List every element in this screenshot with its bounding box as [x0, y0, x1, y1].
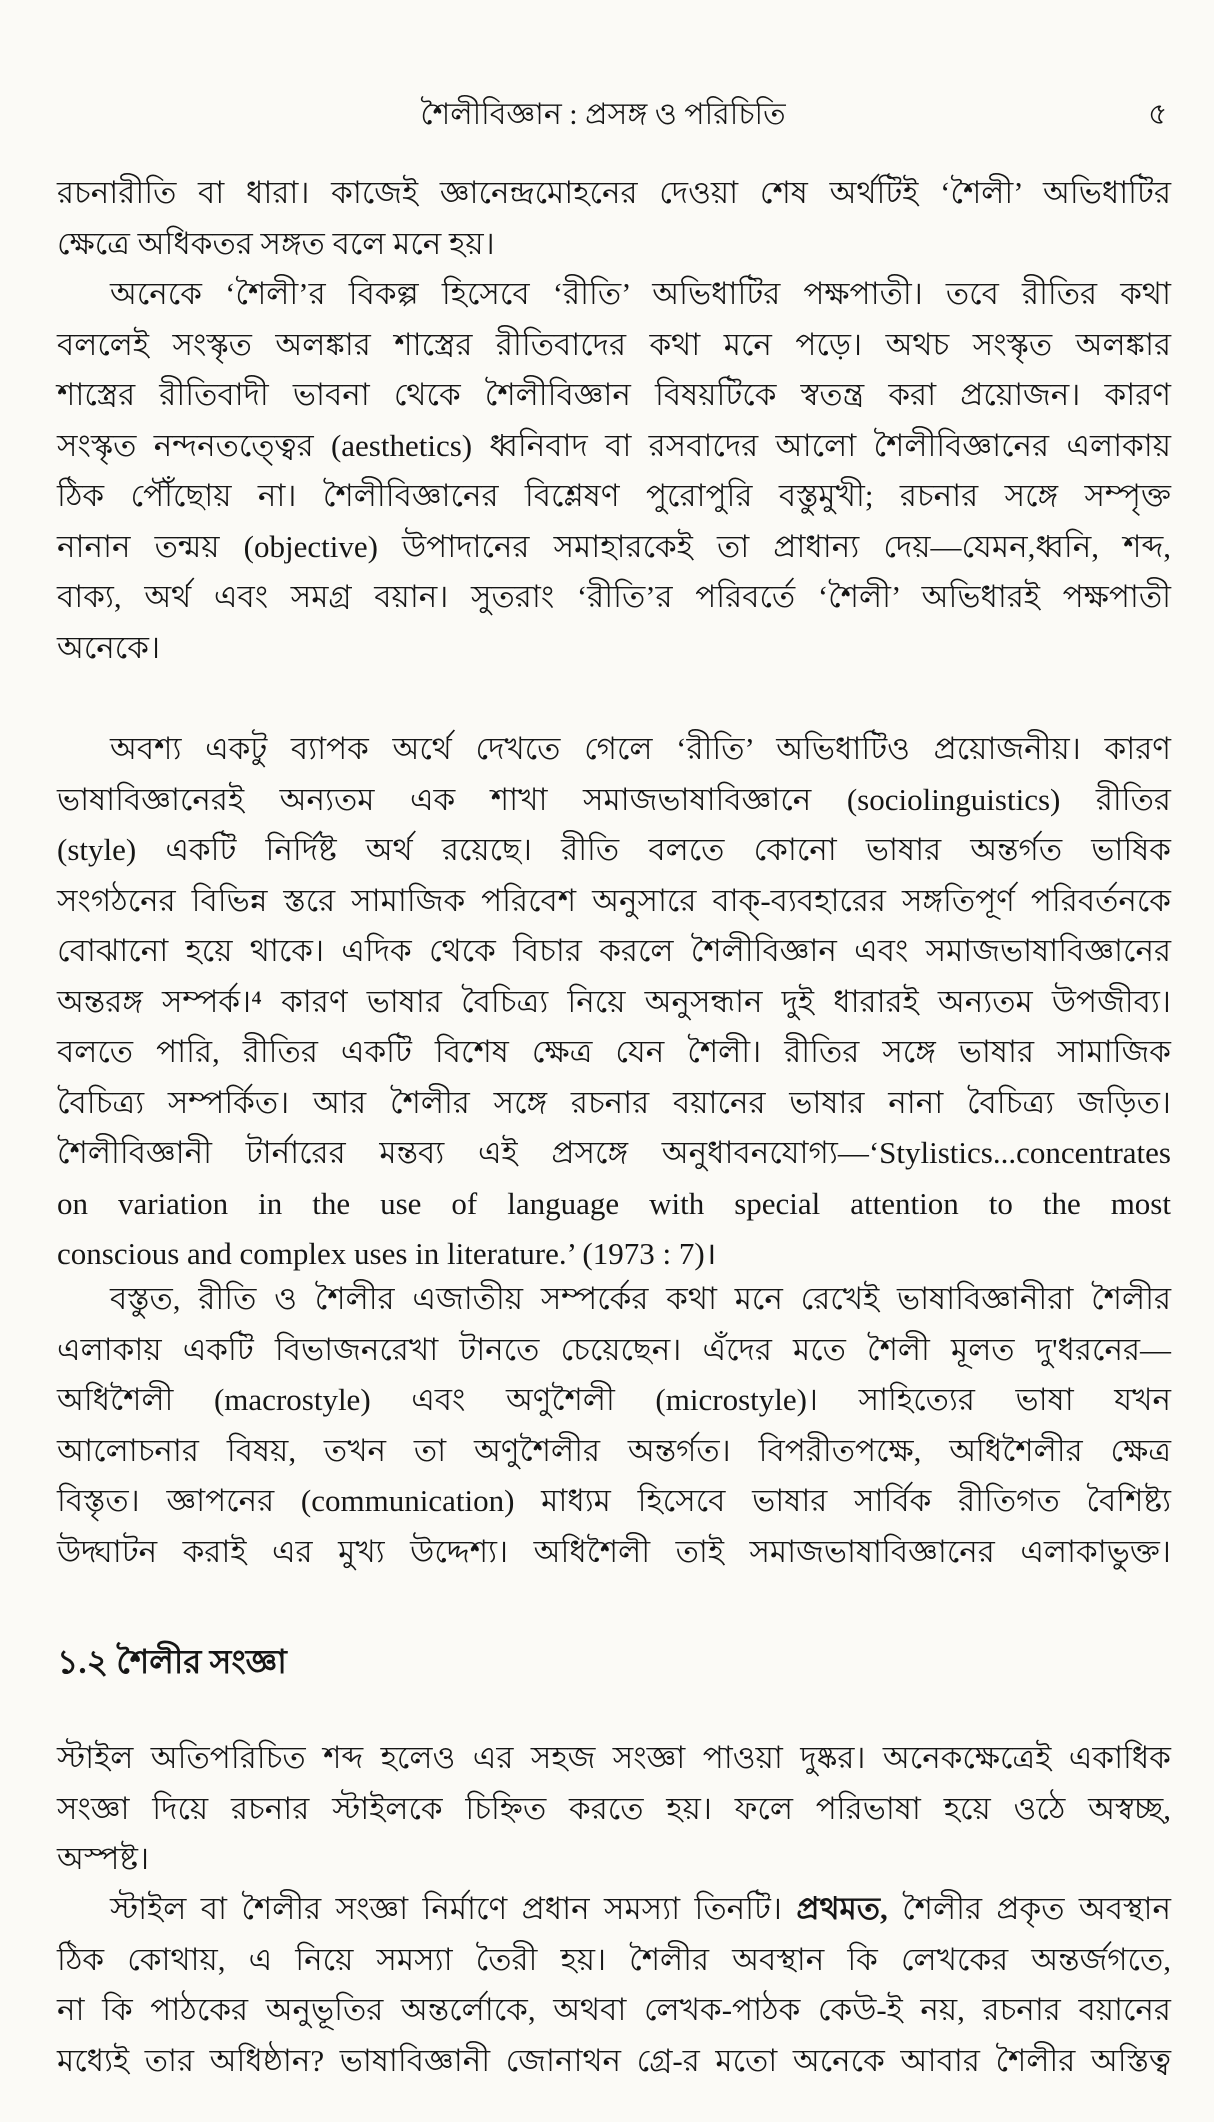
text-line: conscious and complex uses in literature.’ (1973 : 7)।: [57, 1236, 717, 1271]
text-line: নানান তন্ময় (objective) উপাদানের সমাহারকেই তা প্রাধান্য দেয়—যেমন,ধ্বনি, শব্দ,: [57, 528, 1171, 564]
text-line: বিস্তৃত। জ্ঞাপনের (communication) মাধ্যম হিসেবে ভাষার সার্বিক রীতিগত বৈশিষ্ট্য: [57, 1483, 1171, 1518]
text-line: ঠিক কোথায়, এ নিয়ে সমস্যা তৈরী হয়। শৈলীর অবস্থান কি লেখকের অন্তর্জগতে,: [57, 1941, 1171, 1977]
section-heading: ১.২ শৈলীর সংজ্ঞা: [57, 1645, 287, 1681]
text-line: ক্ষেত্রে অধিকতর সঙ্গত বলে মনে হয়।: [57, 225, 495, 261]
text-line: সংজ্ঞা দিয়ে রচনার স্টাইলকে চিহ্নিত করতে হয়। ফলে পরিভাষা হয়ে ওঠে অস্বচ্ছ,: [57, 1790, 1171, 1826]
running-head: শৈলীবিজ্ঞান : প্রসঙ্গ ও পরিচিতি: [420, 98, 786, 131]
text-line: শৈলীবিজ্ঞানী টার্নারের মন্তব্য এই প্রসঙ্গে অনুধাবনযোগ্য—‘Stylistics...concentrates: [57, 1135, 1171, 1170]
text-line: আলোচনার বিষয়, তখন তা অণুশৈলীর অন্তর্গত। বিপরীতপক্ষে, অধিশৈলীর ক্ষেত্র: [57, 1432, 1171, 1468]
text-line: বলতে পারি, রীতির একটি বিশেষ ক্ষেত্র যেন শৈলী। রীতির সঙ্গে ভাষার সামাজিক: [57, 1034, 1171, 1069]
text-line: উদ্ঘাটন করাই এর মুখ্য উদ্দেশ্য। অধিশৈলী তাই সমাজভাষাবিজ্ঞানের এলাকাভুক্ত।: [57, 1533, 1171, 1569]
bold-term: প্রথমত,: [796, 1891, 888, 1926]
text-line: সংস্কৃত নন্দনতত্ত্বের (aesthetics) ধ্বনিবাদ বা রসবাদের আলো শৈলীবিজ্ঞানের এলাকায়: [57, 427, 1171, 463]
text-line: বোঝানো হয়ে থাকে। এদিক থেকে বিচার করলে শৈলীবিজ্ঞান এবং সমাজভাষাবিজ্ঞানের: [57, 933, 1171, 968]
text-line: অবশ্য একটু ব্যাপক অর্থে দেখতে গেলে ‘রীতি’ অভিধাটিও প্রয়োজনীয়। কারণ: [110, 731, 1171, 766]
text-line: ঠিক পৌঁছোয় না। শৈলীবিজ্ঞানের বিশ্লেষণ পুরোপুরি বস্তুমুখী; রচনার সঙ্গে সম্পৃক্ত: [57, 478, 1171, 513]
text-line: অধিশৈলী (macrostyle) এবং অণুশৈলী (microstyle)। সাহিত্যের ভাষা যখন: [57, 1382, 1171, 1417]
text-line: মধ্যেই তার অধিষ্ঠান? ভাষাবিজ্ঞানী জোনাথন গ্রে-র মতো অনেকে আবার শৈলীর অস্তিত্ব: [57, 2042, 1171, 2078]
text-line: বললেই সংস্কৃত অলঙ্কার শাস্ত্রের রীতিবাদের কথা মনে পড়ে। অথচ সংস্কৃত অলঙ্কার: [57, 326, 1171, 362]
text-line: শাস্ত্রের রীতিবাদী ভাবনা থেকে শৈলীবিজ্ঞান বিষয়টিকে স্বতন্ত্র করা প্রয়োজন। কারণ: [57, 377, 1171, 412]
text-line: [110, 1889, 1171, 1929]
text-line: (style) একটি নির্দিষ্ট অর্থ রয়েছে। রীতি বলতে কোনো ভাষার অন্তর্গত ভাষিক: [57, 832, 1171, 867]
text-line: স্টাইল অতিপরিচিত শব্দ হলেও এর সহজ সংজ্ঞা পাওয়া দুষ্কর। অনেকক্ষেত্রেই একাধিক: [57, 1740, 1171, 1775]
text-segment: শৈলীর প্রকৃত অবস্থান: [887, 1891, 1171, 1926]
text-line: এলাকায় একটি বিভাজনরেখা টানতে চেয়েছেন। এঁদের মতে শৈলী মূলত দু'ধরনের—: [57, 1331, 1171, 1367]
text-line: অস্পষ্ট।: [57, 1841, 150, 1876]
text-line: অন্তরঙ্গ সম্পর্ক।⁴ কারণ ভাষার বৈচিত্র্য নিয়ে অনুসন্ধান দুই ধারারই অন্যতম উপজীব্য।: [57, 983, 1171, 1019]
text-line: অনেকে।: [57, 629, 161, 665]
text-line: সংগঠনের বিভিন্ন স্তরে সামাজিক পরিবেশ অনুসারে বাক্-ব্যবহারের সঙ্গতিপূর্ণ পরিবর্তনকে: [57, 882, 1171, 918]
text-line: না কি পাঠকের অনুভূতির অন্তর্লোকে, অথবা লেখক-পাঠক কেউ-ই নয়, রচনার বয়ানের: [57, 1992, 1171, 2027]
text-line: অনেকে ‘শৈলী’র বিকল্প হিসেবে ‘রীতি’ অভিধাটির পক্ষপাতী। তবে রীতির কথা: [110, 276, 1171, 311]
text-line: on variation in the use of language with special attention to the most: [57, 1185, 1171, 1221]
text-line: ভাষাবিজ্ঞানেরই অন্যতম এক শাখা সমাজভাষাবিজ্ঞানে (sociolinguistics) রীতির: [57, 781, 1171, 817]
text-line: বৈচিত্র্য সম্পর্কিত। আর শৈলীর সঙ্গে রচনার বয়ানের ভাষার নানা বৈচিত্র্য জড়িত।: [57, 1084, 1171, 1120]
text-line: রচনারীতি বা ধারা। কাজেই জ্ঞানেন্দ্রমোহনের দেওয়া শেষ অর্থটিই ‘শৈলী’ অভিধাটির: [57, 175, 1171, 210]
text-line: বাক্য, অর্থ এবং সমগ্র বয়ান। সুতরাং ‘রীতি’র পরিবর্তে ‘শৈলী’ অভিধারই পক্ষপাতী: [57, 579, 1171, 614]
text-line: বস্তুত, রীতি ও শৈলীর এজাতীয় সম্পর্কের কথা মনে রেখেই ভাষাবিজ্ঞানীরা শৈলীর: [110, 1281, 1171, 1316]
text-segment: স্টাইল বা শৈলীর সংজ্ঞা নির্মাণে প্রধান সমস্যা তিনটি।: [110, 1891, 797, 1926]
page-number: ৫: [1148, 98, 1168, 131]
